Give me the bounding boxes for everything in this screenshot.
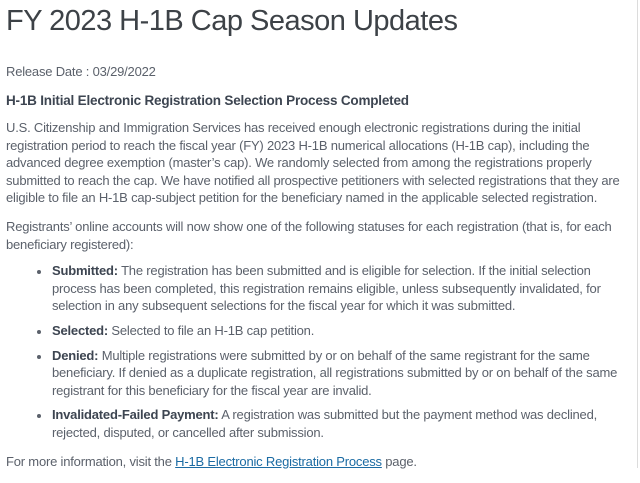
bullet-label-invalidated-failed-payment: Invalidated-Failed Payment: bbox=[52, 407, 219, 423]
section-heading: H-1B Initial Electronic Registration Selection Process Completed bbox=[6, 93, 409, 108]
h1b-electronic-registration-process-link[interactable]: H-1B Electronic Registration Process bbox=[175, 453, 382, 469]
list-item-submitted bbox=[51, 262, 630, 315]
bullet-label-denied: Denied: bbox=[52, 347, 99, 363]
page-title: FY 2023 H-1B Cap Season Updates bbox=[6, 5, 458, 37]
list-item-denied bbox=[51, 347, 630, 400]
content-right-border bbox=[637, 0, 638, 468]
list-item-selected bbox=[51, 322, 630, 340]
bullet-label-submitted: Submitted: bbox=[52, 263, 118, 279]
bullet-text-selected: Selected to file an H-1B cap petition. bbox=[108, 322, 315, 338]
more-info-line bbox=[6, 453, 630, 471]
article-content bbox=[6, 0, 630, 483]
release-date: Release Date : 03/29/2022 bbox=[6, 64, 156, 79]
bullet-text-denied: Multiple registrations were submitted by or on behalf of the same registrant for the same beneficiary. If denied as a duplicate registration, all registrations submitted by or on behalf of the same registrant for this beneficiary for the fiscal year are invalid. bbox=[52, 347, 618, 398]
bullet-label-selected: Selected: bbox=[52, 322, 109, 338]
more-info-text-before: For more information, visit the bbox=[6, 453, 176, 469]
status-list bbox=[6, 262, 630, 441]
bullet-text-invalidated-failed-payment: A registration was submitted but the payment method was declined, rejected, disputed, or cancelled after submission. bbox=[52, 407, 598, 440]
list-item-invalidated-failed-payment bbox=[51, 406, 630, 441]
paragraph-selection-process: U.S. Citizenship and Immigration Services has received enough electronic registrations during the initial registration period to reach the fiscal year (FY) 2023 H-1B numerical allocations (H-1B cap), including the advanced degree exemption (master’s cap). We randomly selected from among the registrations properly submitted to reach the cap. We have notified all prospective petitioners with selected registrations that they are eligible to file an H-1B cap-subject petition for the beneficiary named in the applicable selected registration. bbox=[6, 120, 620, 206]
more-info-text-after: page. bbox=[381, 453, 417, 469]
bullet-text-submitted: The registration has been submitted and is eligible for selection. If the initial selection process has been completed, this registration remains eligible, unless subsequently invalidated, for selection in any subsequent selections for the fiscal year for which it was submitted. bbox=[52, 263, 601, 314]
paragraph-statuses-intro: Registrants’ online accounts will now show one of the following statuses for each registration (that is, for each beneficiary registered): bbox=[6, 218, 612, 252]
